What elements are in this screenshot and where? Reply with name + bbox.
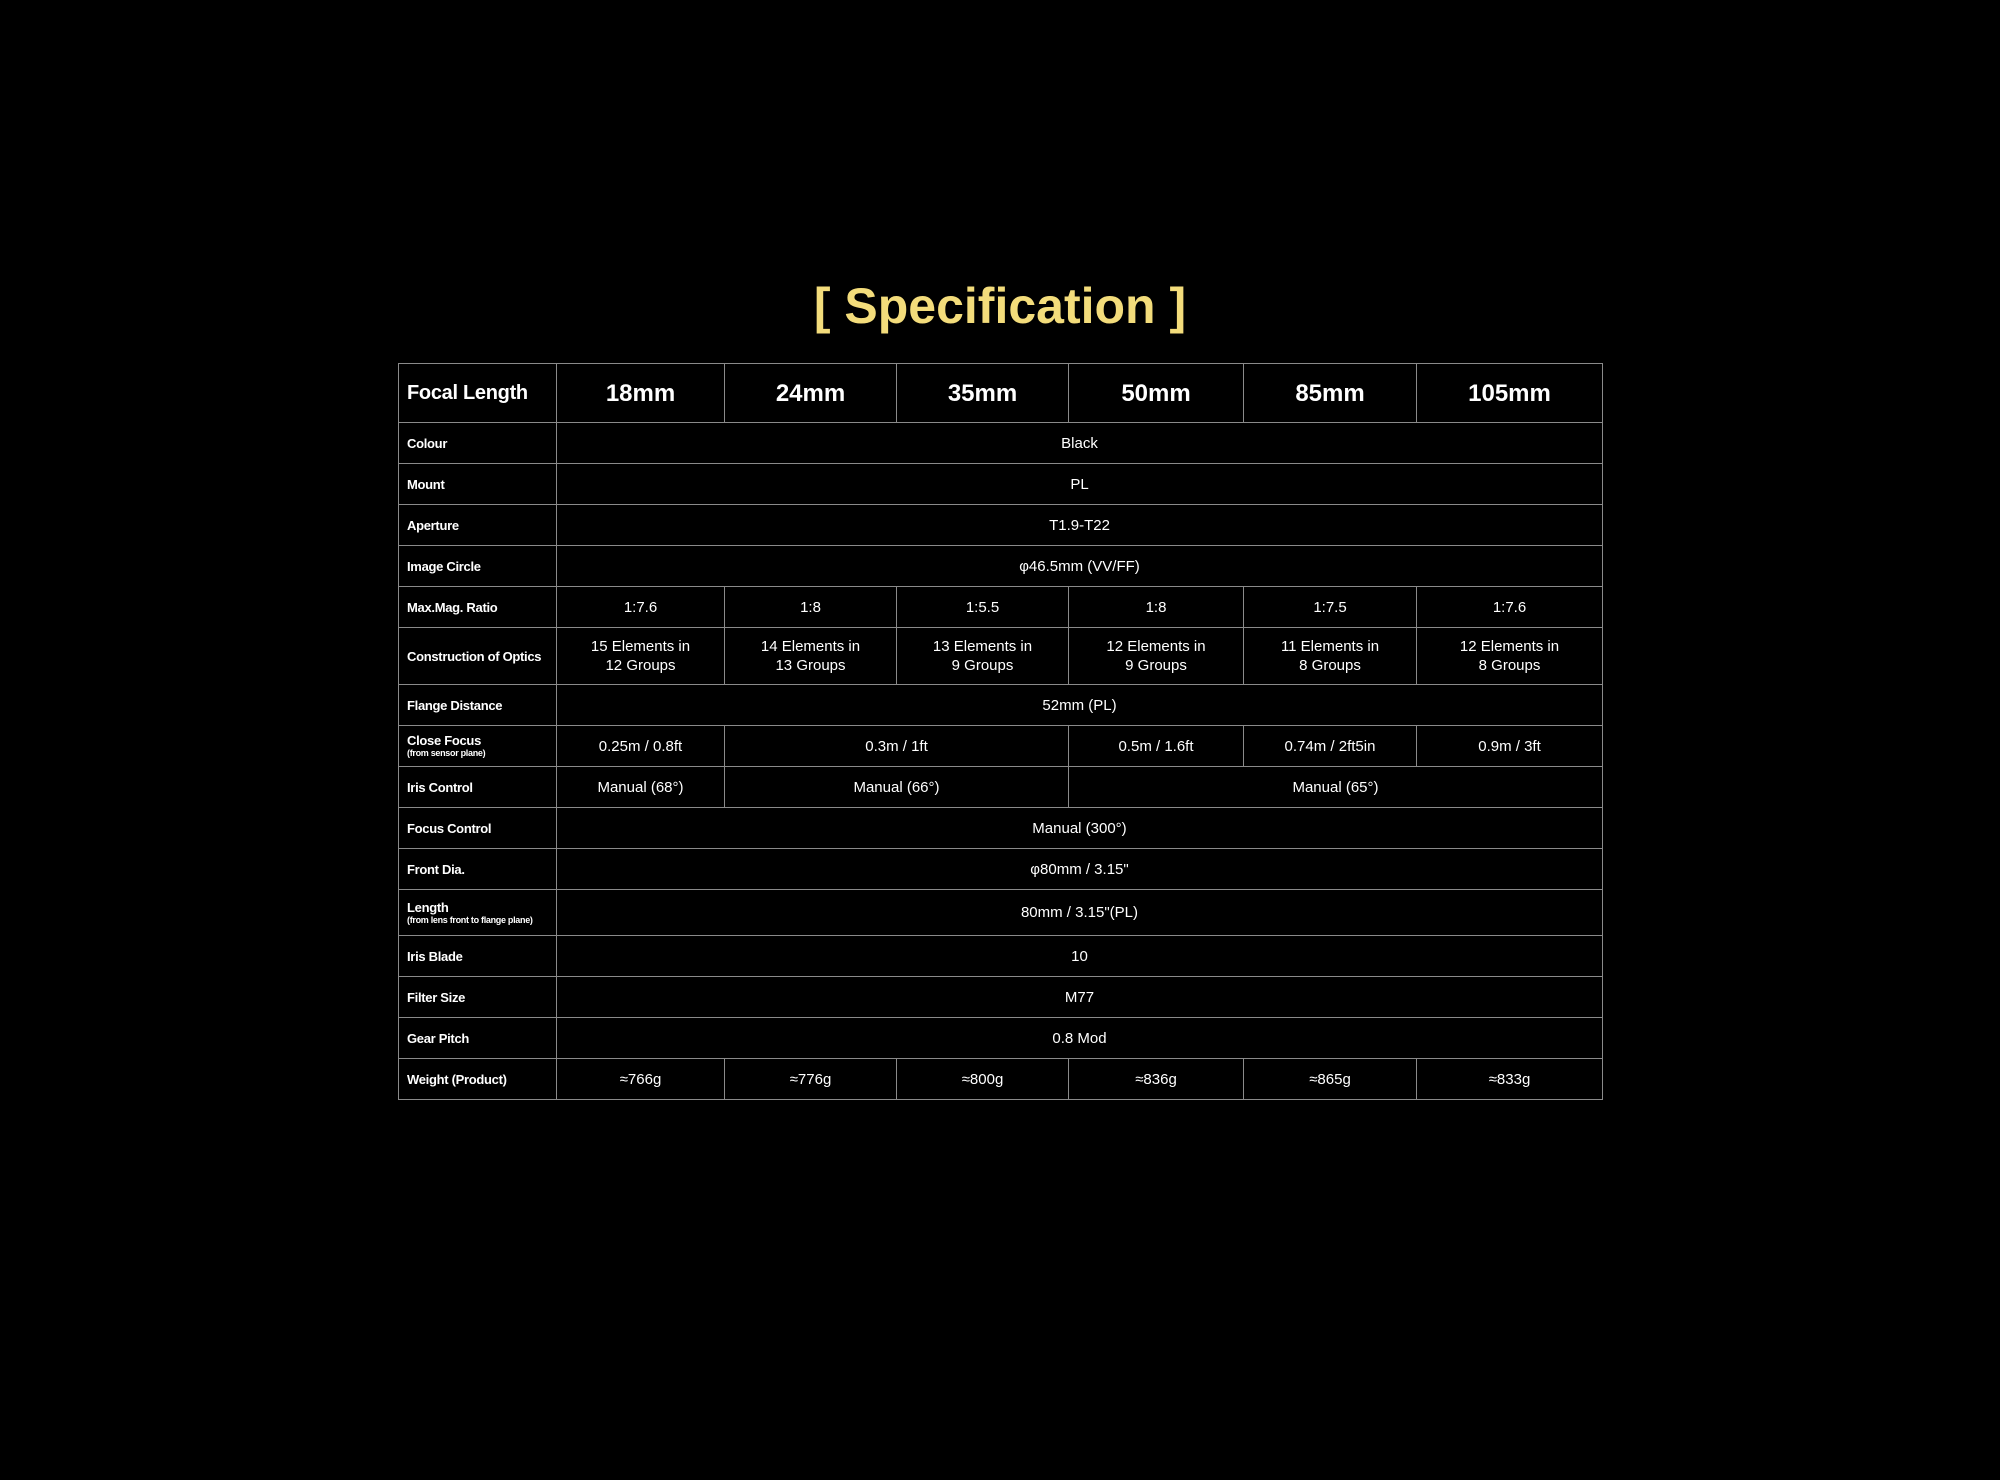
iris-control-label: Iris Control [399, 767, 557, 808]
row-aperture [399, 505, 1603, 546]
construction-85mm [1244, 628, 1417, 685]
construction-35mm-elements: 13 Elements in [932, 638, 1033, 655]
row-gear-pitch [399, 1018, 1603, 1059]
construction-24mm [725, 628, 897, 685]
construction-18mm-elements: 15 Elements in [590, 638, 691, 655]
aperture-label: Aperture [399, 505, 557, 546]
iris-control-18mm: Manual (68°) [557, 767, 725, 808]
max-mag-ratio-35mm: 1:5.5 [897, 587, 1069, 628]
construction-105mm-elements: 12 Elements in [1459, 638, 1560, 655]
close-focus-105mm: 0.9m / 3ft [1417, 726, 1603, 767]
construction-35mm-groups: 9 Groups [951, 657, 1014, 674]
max-mag-ratio-105mm: 1:7.6 [1417, 587, 1603, 628]
weight-85mm: ≈865g [1244, 1059, 1417, 1100]
max-mag-ratio-50mm: 1:8 [1069, 587, 1244, 628]
page-title: [ Specification ] [813, 278, 1187, 334]
focal-length-18mm: 18mm [557, 364, 725, 423]
length-value: 80mm / 3.15"(PL) [557, 890, 1603, 936]
specification-table [398, 363, 1603, 1100]
mount-label: Mount [399, 464, 557, 505]
row-iris-blade [399, 936, 1603, 977]
colour-label: Colour [399, 423, 557, 464]
construction-50mm-elements: 12 Elements in [1106, 638, 1206, 655]
row-close-focus [399, 726, 1603, 767]
weight-50mm: ≈836g [1069, 1059, 1244, 1100]
row-construction [399, 628, 1603, 685]
close-focus-title: Close Focus [407, 733, 481, 748]
close-focus-label [399, 726, 557, 767]
focus-control-label: Focus Control [399, 808, 557, 849]
close-focus-85mm: 0.74m / 2ft5in [1244, 726, 1417, 767]
construction-50mm-groups: 9 Groups [1125, 657, 1187, 674]
construction-35mm [897, 628, 1069, 685]
flange-distance-label: Flange Distance [399, 685, 557, 726]
focal-length-105mm: 105mm [1417, 364, 1603, 423]
gear-pitch-label: Gear Pitch [399, 1018, 557, 1059]
focus-control-value: Manual (300°) [557, 808, 1603, 849]
flange-distance-value: 52mm (PL) [557, 685, 1603, 726]
colour-value: Black [557, 423, 1603, 464]
iris-blade-value: 10 [557, 936, 1603, 977]
row-max-mag-ratio [399, 587, 1603, 628]
construction-85mm-elements: 11 Elements in [1280, 638, 1380, 655]
construction-18mm-groups: 12 Groups [605, 657, 676, 674]
header-row [399, 364, 1603, 423]
focal-length-85mm: 85mm [1244, 364, 1417, 423]
max-mag-ratio-24mm: 1:8 [725, 587, 897, 628]
row-weight [399, 1059, 1603, 1100]
gear-pitch-value: 0.8 Mod [557, 1018, 1603, 1059]
length-label [399, 890, 557, 936]
image-circle-value: φ46.5mm (VV/FF) [557, 546, 1603, 587]
weight-35mm: ≈800g [897, 1059, 1069, 1100]
focal-length-header: Focal Length [399, 364, 557, 423]
row-iris-control [399, 767, 1603, 808]
row-mount [399, 464, 1603, 505]
length-title: Length [407, 899, 449, 915]
front-dia-value: φ80mm / 3.15" [557, 849, 1603, 890]
construction-label: Construction of Optics [399, 628, 557, 685]
row-colour [399, 423, 1603, 464]
row-length [399, 890, 1603, 936]
focal-length-35mm: 35mm [897, 364, 1069, 423]
construction-105mm [1417, 628, 1603, 685]
weight-18mm: ≈766g [557, 1059, 725, 1100]
close-focus-18mm: 0.25m / 0.8ft [557, 726, 725, 767]
weight-24mm: ≈776g [725, 1059, 897, 1100]
iris-control-50-105mm: Manual (65°) [1069, 767, 1603, 808]
filter-size-value: M77 [557, 977, 1603, 1018]
construction-18mm [557, 628, 725, 685]
construction-50mm [1069, 628, 1244, 685]
mount-value: PL [557, 464, 1603, 505]
focal-length-50mm: 50mm [1069, 364, 1244, 423]
close-focus-24-35mm: 0.3m / 1ft [725, 726, 1069, 767]
construction-24mm-groups: 13 Groups [775, 657, 846, 674]
close-focus-50mm: 0.5m / 1.6ft [1069, 726, 1244, 767]
construction-85mm-groups: 8 Groups [1299, 657, 1361, 674]
iris-control-24-35mm: Manual (66°) [725, 767, 1069, 808]
max-mag-ratio-18mm: 1:7.6 [557, 587, 725, 628]
row-front-dia [399, 849, 1603, 890]
max-mag-ratio-85mm: 1:7.5 [1244, 587, 1417, 628]
row-focus-control [399, 808, 1603, 849]
iris-blade-label: Iris Blade [399, 936, 557, 977]
weight-label: Weight (Product) [399, 1059, 557, 1100]
image-circle-label: Image Circle [399, 546, 557, 587]
row-flange-distance [399, 685, 1603, 726]
max-mag-ratio-label: Max.Mag. Ratio [399, 587, 557, 628]
length-sublabel: (from lens front to flange plane) [407, 914, 533, 925]
construction-105mm-groups: 8 Groups [1478, 657, 1541, 674]
focal-length-24mm: 24mm [725, 364, 897, 423]
weight-105mm: ≈833g [1417, 1059, 1603, 1100]
front-dia-label: Front Dia. [399, 849, 557, 890]
filter-size-label: Filter Size [399, 977, 557, 1018]
aperture-value: T1.9-T22 [557, 505, 1603, 546]
close-focus-sublabel: (from sensor plane) [407, 748, 486, 758]
row-image-circle [399, 546, 1603, 587]
row-filter-size [399, 977, 1603, 1018]
construction-24mm-elements: 14 Elements in [760, 638, 861, 655]
